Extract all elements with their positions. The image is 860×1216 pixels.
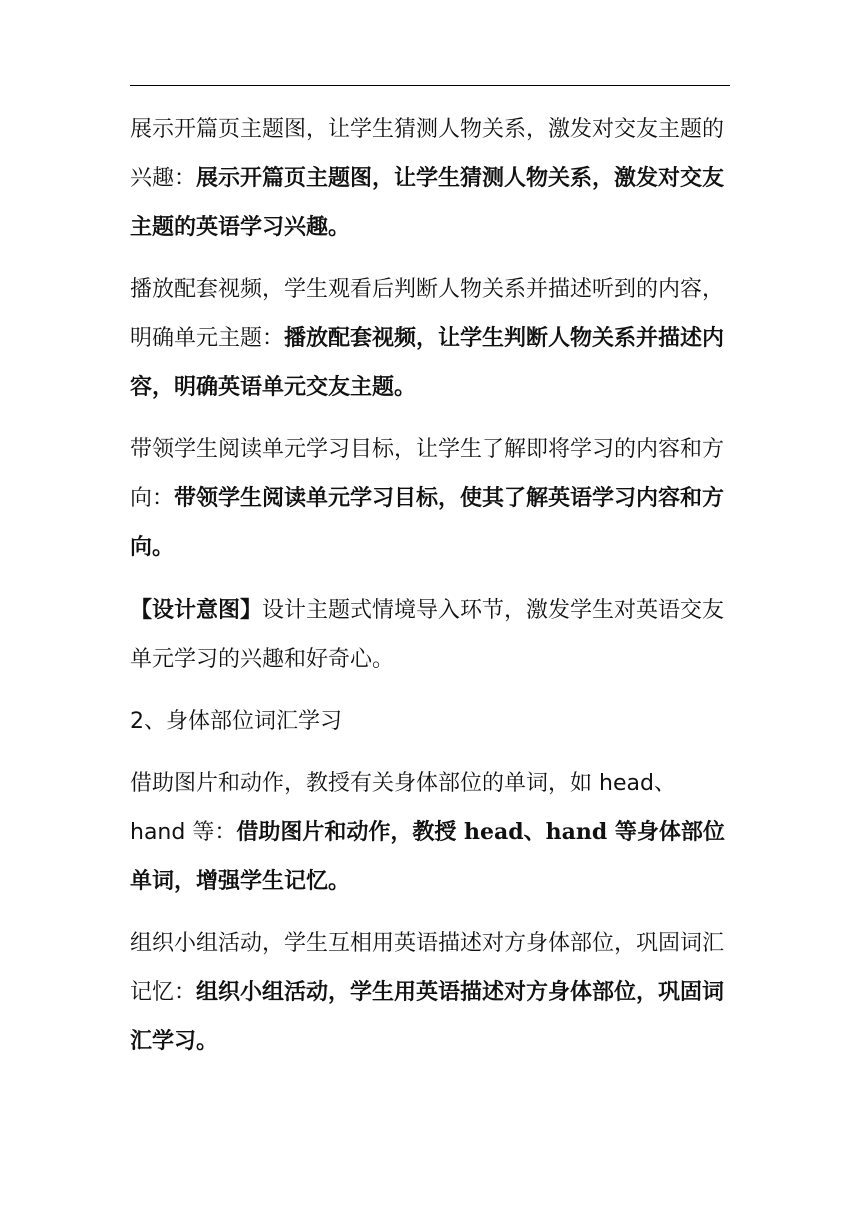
paragraph-group-activity [130, 920, 730, 1066]
paragraph-theme-image [130, 106, 730, 252]
paragraph-body: 借助图片和动作，教授 head、hand 等身体部位单词，增强学生记忆。 [130, 819, 725, 894]
header-rule [130, 85, 730, 86]
paragraph-body: 播放配套视频，让学生判断人物关系并描述内容，明确英语单元交友主题。 [130, 325, 725, 400]
document-body [130, 106, 730, 1080]
paragraph-body: 带领学生阅读单元学习目标，使其了解英语学习内容和方向。 [130, 485, 725, 560]
section-heading: 2、身体部位词汇学习 [130, 709, 342, 734]
paragraph-learning-goals [130, 426, 730, 572]
paragraph-video [130, 266, 730, 412]
design-intent-text: 设计主题式情境导入环节，激发学生对英语交友单元学习的兴趣和好奇心。 [130, 598, 725, 672]
paragraph-body: 展示开篇页主题图，让学生猜测人物关系，激发对交友主题的英语学习兴趣。 [130, 165, 725, 240]
paragraph-lead: 组织小组活动，学生互相用英语描述对方身体部位，巩固词汇记忆： [130, 931, 725, 1005]
design-intent-label: 【设计意图】 [130, 597, 263, 623]
paragraph-body: 组织小组活动，学生用英语描述对方身体部位，巩固词汇学习。 [130, 979, 725, 1054]
paragraph-lead: 借助图片和动作，教授有关身体部位的单词，如 head、hand 等： [130, 771, 676, 845]
paragraph-lead: 展示开篇页主题图，让学生猜测人物关系，激发对交友主题的兴趣： [130, 117, 725, 191]
paragraph-body-parts-words [130, 760, 730, 906]
design-intent [130, 586, 730, 684]
paragraph-lead: 播放配套视频，学生观看后判断人物关系并描述听到的内容，明确单元主题： [130, 277, 725, 351]
paragraph-lead: 带领学生阅读单元学习目标，让学生了解即将学习的内容和方向： [130, 437, 725, 511]
